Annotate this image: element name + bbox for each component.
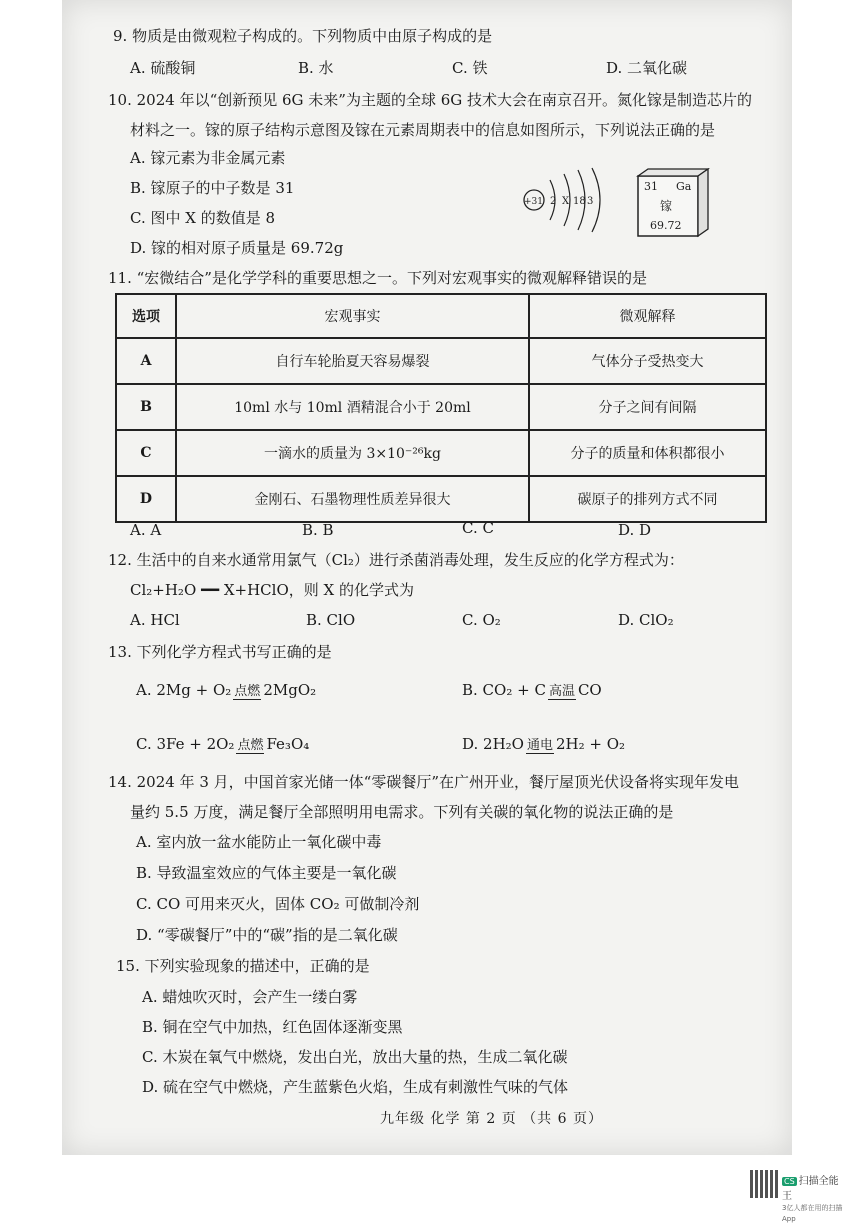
q12-option-d: D. ClO₂ [618,611,674,629]
row-fact: 金刚石、石墨物理性质差异很大 [176,476,529,522]
eq-condition: 高温 [548,684,575,699]
q10-option-d: D. 镓的相对原子质量是 69.72g [130,239,344,257]
q11-option-d: D. D [618,521,652,539]
q11-option-c: C. C [462,519,494,537]
element-mass: 69.72 [650,219,682,232]
q15-option-d: D. 硫在空气中燃烧，产生蓝紫色火焰，生成有刺激性气味的气体 [142,1078,569,1096]
q13-option-b [462,680,602,704]
eq-right: 2H₂ + O₂ [555,735,626,753]
table-row [116,384,766,430]
q10-stem-line2: 材料之一。镓的原子结构示意图及镓在元素周期表中的信息如图所示，下列说法正确的是 [130,121,716,139]
element-number: 31 [644,180,658,193]
table-header-row [116,294,766,338]
element-name: 镓 [660,199,673,213]
eq-right: CO [577,681,602,699]
q10-option-c: C. 图中 X 的数值是 8 [130,209,276,227]
q9-option-c: C. 铁 [452,59,488,77]
q12-stem: 12. 生活中的自来水通常用氯气（Cl₂）进行杀菌消毒处理，发生反应的化学方程式为： [108,551,684,569]
cs-badge-icon: CS [784,1177,795,1186]
row-label: C [116,430,176,476]
q14-option-d: D. “零碳餐厅”中的“碳”指的是二氧化碳 [136,926,398,944]
q11-table [115,293,767,523]
q13-stem: 13. 下列化学方程式书写正确的是 [108,643,332,661]
q9-option-d: D. 二氧化碳 [606,59,688,77]
row-fact: 自行车轮胎夏天容易爆裂 [176,338,529,384]
row-label: D [116,476,176,522]
table-row [116,476,766,522]
q9-option-b: B. 水 [298,59,334,77]
q14-option-c: C. CO 可用来灭火，固体 CO₂ 可做制冷剂 [136,895,420,913]
eq-condition: 点燃 [234,684,261,699]
q15-option-b: B. 铜在空气中加热，红色固体逐渐变黑 [142,1018,403,1036]
q13-option-a [136,680,316,704]
atom-shell-2: X [562,196,570,207]
page-footer: 九年级 化学 第 2 页 （共 6 页） [380,1111,603,1127]
eq-condition: 点燃 [237,738,264,753]
header-micro-explanation: 微观解释 [529,294,766,338]
q15-option-a: A. 蜡烛吹灭时，会产生一缕白雾 [142,988,358,1006]
q15-stem: 15. 下列实验现象的描述中，正确的是 [116,957,370,975]
q13-option-c [136,734,309,758]
atom-nucleus-label: +31 [524,197,543,207]
q15-option-c: C. 木炭在氧气中燃烧，发出白光，放出大量的热，生成二氧化碳 [142,1048,568,1066]
row-label: B [116,384,176,430]
q10-option-a: A. 镓元素为非金属元素 [130,149,286,167]
row-fact: 10ml 水与 10ml 酒精混合小于 20ml [176,384,529,430]
q12-option-a: A. HCl [130,611,180,629]
element-symbol: Ga [676,180,692,193]
q14-option-a: A. 室内放一盆水能防止一氧化碳中毒 [136,833,382,851]
table-row [116,338,766,384]
qr-code-icon [750,1170,778,1198]
gallium-atom-diagram [520,166,620,236]
eq-condition: 通电 [526,738,553,753]
q14-stem-line2: 量约 5.5 万度，满足餐厅全部照明用电需求。下列有关碳的氧化物的说法正确的是 [130,803,674,821]
header-macro-fact: 宏观事实 [176,294,529,338]
eq-left: D. 2H₂O [462,735,524,753]
row-explanation: 分子的质量和体积都很小 [529,430,766,476]
atom-shell-1: 2 [550,196,557,207]
q12-option-c: C. O₂ [462,611,501,629]
eq-left: C. 3Fe + 2O₂ [136,735,235,753]
header-option: 选项 [116,294,176,338]
q11-option-b: B. B [302,521,334,539]
q12-equation: Cl₂+H₂O ━━ X+HClO，则 X 的化学式为 [130,581,414,599]
q11-option-a: A. A [130,521,162,539]
q11-stem: 11. “宏微结合”是化学学科的重要思想之一。下列对宏观事实的微观解释错误的是 [108,269,647,287]
atom-shell-4: 3 [587,196,594,207]
watermark-subtitle: 3亿人都在用的扫描App [782,1204,843,1223]
q9-option-a: A. 硫酸铜 [130,59,196,77]
eq-right: Fe₃O₄ [266,735,310,753]
row-label: A [116,338,176,384]
row-explanation: 分子之间有间隔 [529,384,766,430]
q10-option-b: B. 镓原子的中子数是 31 [130,179,295,197]
row-explanation: 碳原子的排列方式不同 [529,476,766,522]
table-row [116,430,766,476]
eq-left: A. 2Mg + O₂ [136,681,232,699]
eq-left: B. CO₂ + C [462,681,546,699]
q10-stem-line1: 10. 2024 年以“创新预见 6G 未来”为主题的全球 6G 技术大会在南京召开。氮化镓是制造芯片的 [108,91,753,109]
row-fact: 一滴水的质量为 3×10⁻²⁶kg [176,430,529,476]
watermark-name: 扫描全能王 [782,1176,839,1202]
q13-option-d [462,734,625,758]
atom-shell-3: 18 [573,196,586,207]
periodic-table-cell [636,168,710,238]
q14-stem-line1: 14. 2024 年 3 月，中国首家光储一体“零碳餐厅”在广州开业，餐厅屋顶光伏设备将实现年发电 [108,773,739,791]
q14-option-b: B. 导致温室效应的气体主要是一氧化碳 [136,864,397,882]
row-explanation: 气体分子受热变大 [529,338,766,384]
q9-stem: 9. 物质是由微观粒子构成的。下列物质中由原子构成的是 [113,27,493,45]
eq-right: 2MgO₂ [263,681,317,699]
q12-option-b: B. ClO [306,611,356,629]
scanner-watermark [750,1168,846,1223]
watermark-text [782,1172,846,1224]
